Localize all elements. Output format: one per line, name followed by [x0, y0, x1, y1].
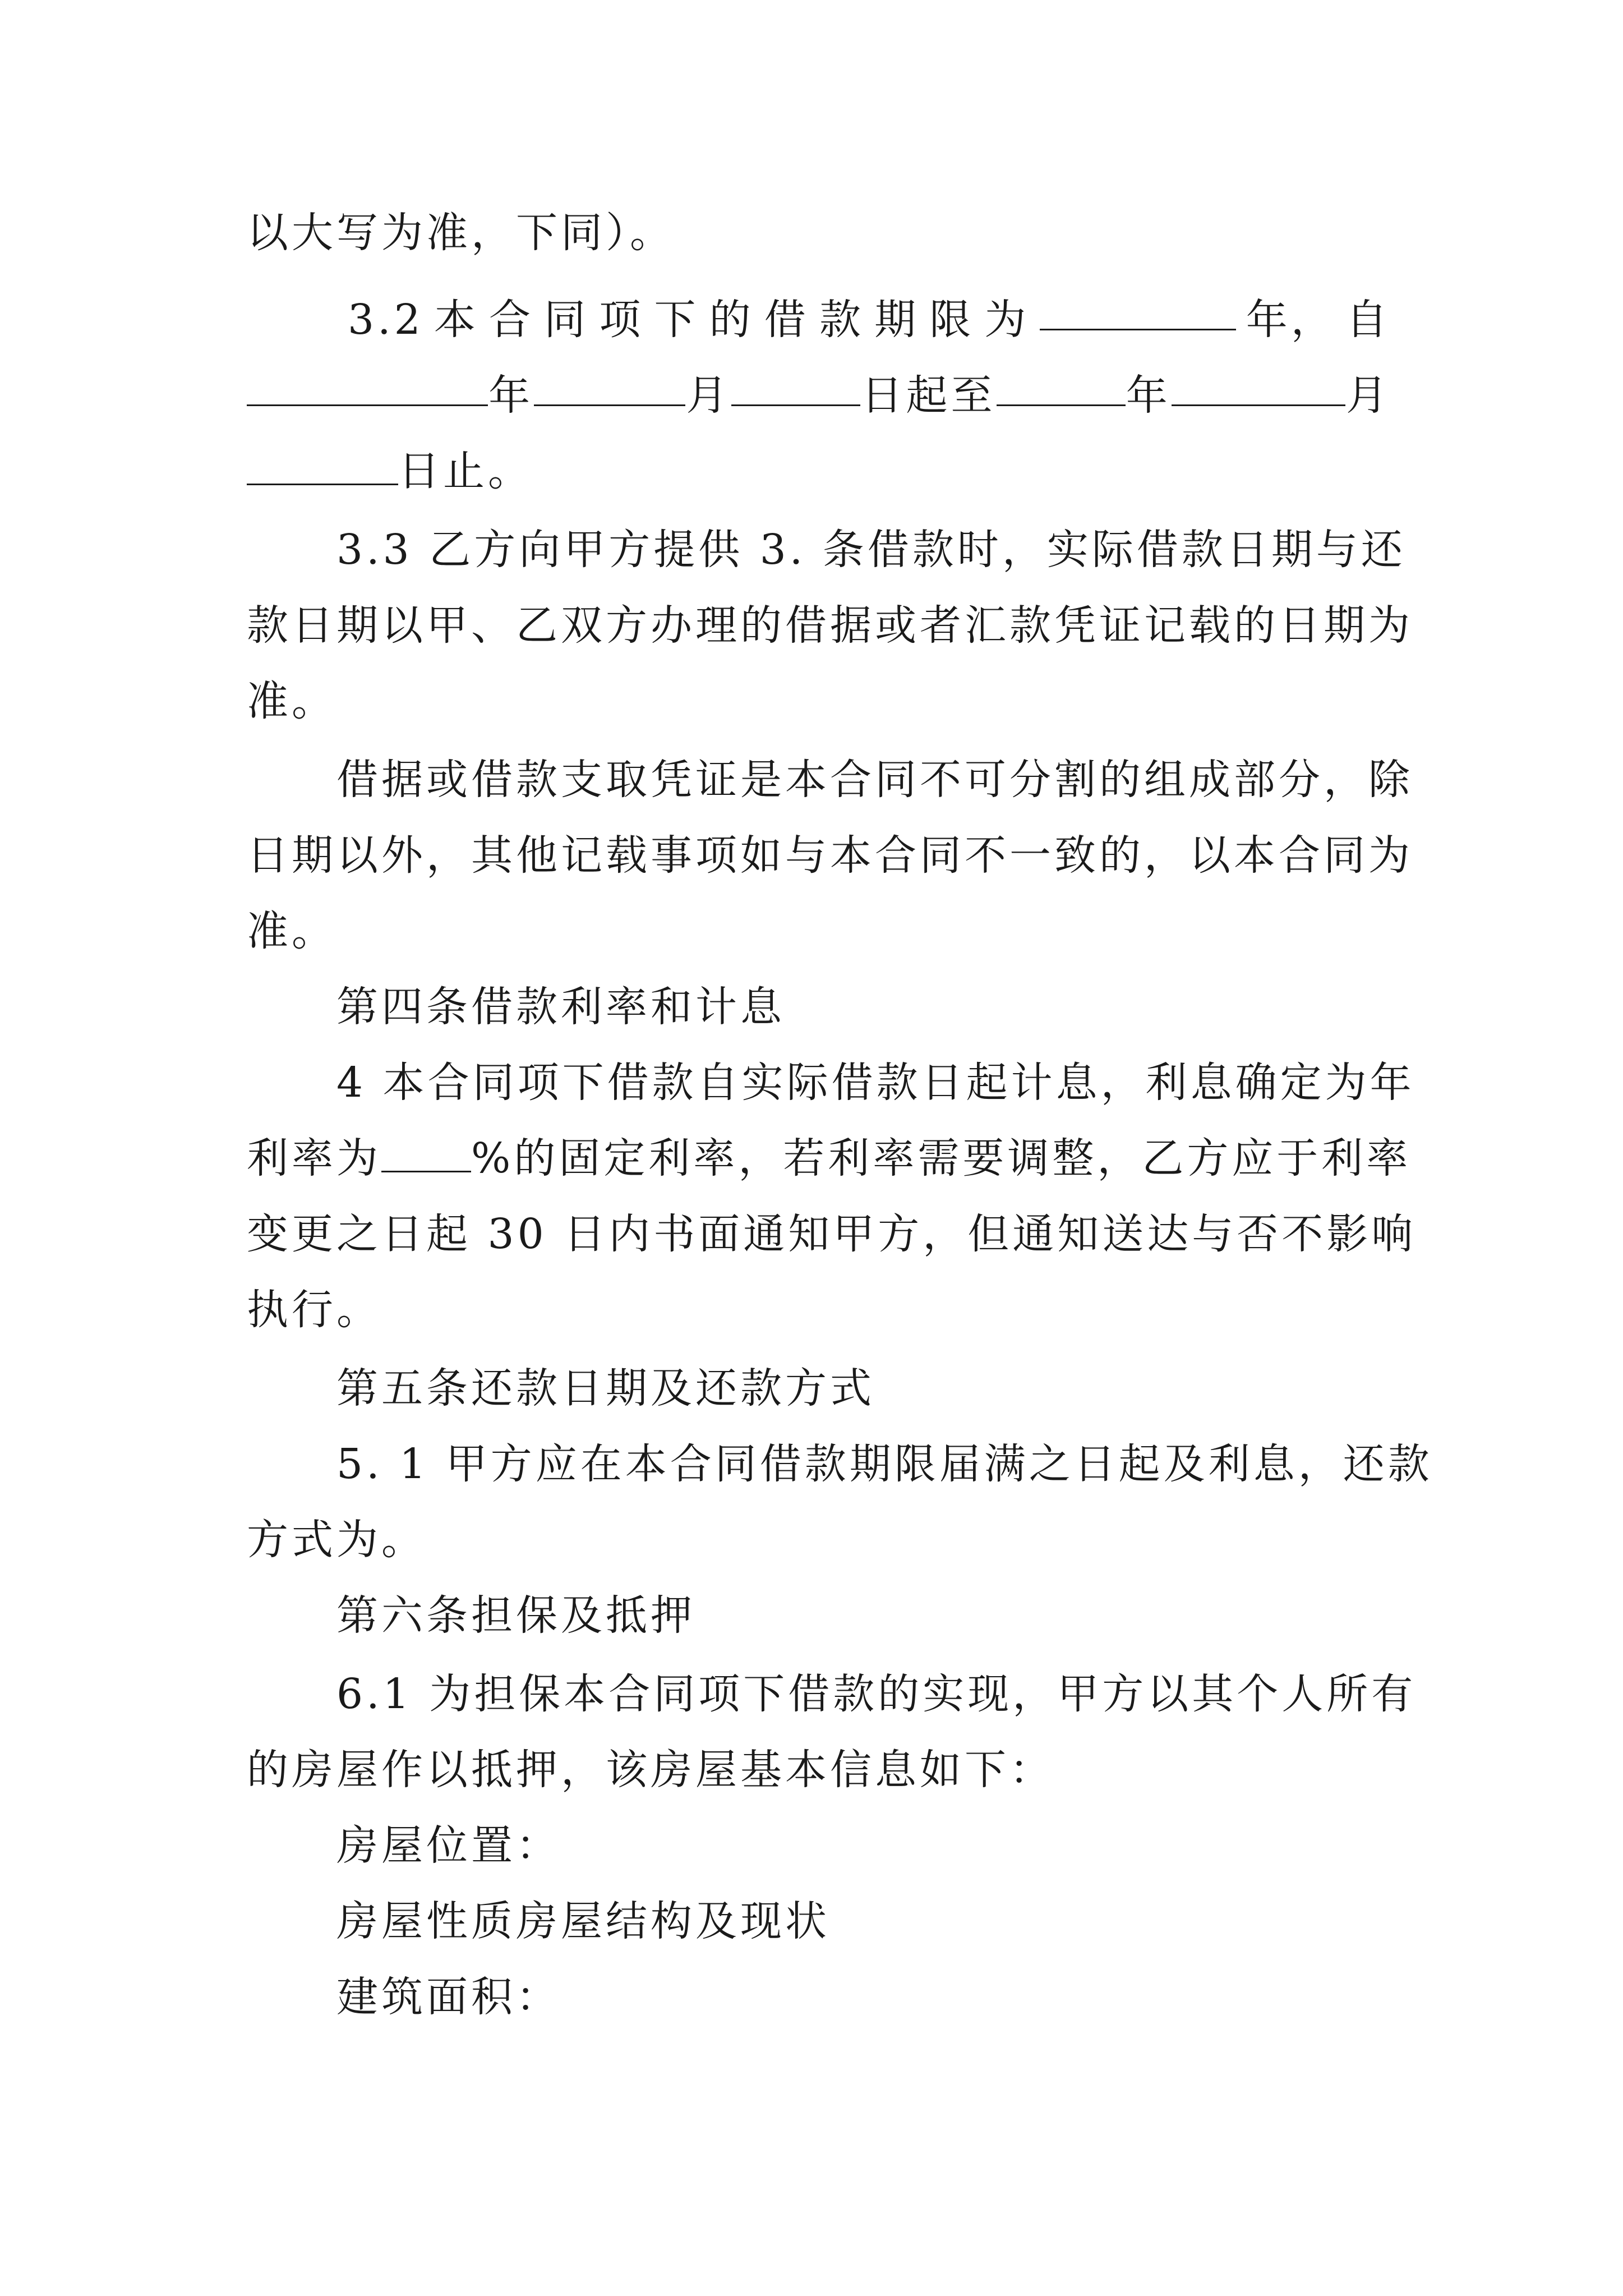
- fill-blank-end-month: [1172, 367, 1345, 406]
- text-line: 方式为。: [247, 1516, 426, 1564]
- text-line: 6.1 为担保本合同项下借款的实现，甲方以其个人所有: [336, 1670, 1417, 1718]
- text-token: 自: [1345, 296, 1391, 344]
- text-token: 下: [654, 296, 699, 344]
- fill-blank-start-day: [731, 367, 860, 406]
- interest-rate-line: [247, 1130, 1412, 1186]
- text-token: 借: [764, 296, 809, 344]
- text-token: 月: [686, 371, 731, 420]
- text-token: 月: [1345, 371, 1391, 420]
- text-line: 3.3 乙方向甲方提供 3. 条借款时，实际借款日期与还: [336, 526, 1406, 574]
- text-token: %的固定利率，若利率需要调整，乙方应于利率: [471, 1134, 1412, 1182]
- text-token: 合: [489, 296, 534, 344]
- text-line: 建筑面积：: [336, 1973, 561, 2021]
- text-line: 准。: [247, 907, 336, 955]
- text-token: 本: [434, 296, 479, 344]
- section-heading: 第六条担保及抵押: [336, 1591, 695, 1640]
- text-token: 年，: [1246, 296, 1336, 344]
- text-token: 为: [984, 296, 1030, 344]
- fill-blank-rate: [381, 1134, 471, 1172]
- text-token: 年: [488, 371, 534, 420]
- text-line: 款日期以甲、乙双方办理的借据或者汇款凭证记载的日期为: [247, 601, 1413, 650]
- text-line: 4 本合同项下借款自实际借款日起计息，利息确定为年: [336, 1059, 1415, 1107]
- text-line: 以大写为准，下同）。: [247, 209, 675, 257]
- end-date-line: [247, 443, 1391, 499]
- text-line: 准。: [247, 677, 336, 725]
- text-line: 房屋性质房屋结构及现状: [336, 1897, 830, 1945]
- text-token: 期: [874, 296, 920, 344]
- text-line: 执行。: [247, 1286, 381, 1334]
- fill-blank-years: [1040, 292, 1236, 330]
- text-token: 年: [1126, 371, 1171, 420]
- text-token: 3.2: [348, 296, 424, 344]
- text-line: 房屋位置：: [336, 1821, 561, 1870]
- fill-blank-start-year: [247, 367, 488, 406]
- text-token: 同: [544, 296, 589, 344]
- text-line: 的房屋作以抵押，该房屋基本信息如下：: [247, 1746, 1054, 1794]
- text-token: 项: [599, 296, 644, 344]
- text-token: 款: [819, 296, 864, 344]
- text-token: 的: [709, 296, 754, 344]
- text-token: 利率为: [247, 1134, 381, 1182]
- text-line: 借据或借款支取凭证是本合同不可分割的组成部分，除: [336, 756, 1413, 804]
- fill-blank-end-year: [997, 367, 1126, 406]
- section-heading: 第四条借款利率和计息: [336, 983, 785, 1031]
- text-token: 日止。: [398, 447, 533, 495]
- section-heading: 第五条还款日期及还款方式: [336, 1364, 875, 1412]
- fill-blank-start-month: [534, 367, 685, 406]
- text-line: 5. 1 甲方应在本合同借款期限届满之日起及利息，还款: [336, 1440, 1433, 1488]
- loan-term-line: [348, 292, 1391, 348]
- text-token: 日起至: [861, 371, 996, 420]
- text-line: 变更之日起 30 日内书面通知甲方，但通知送达与否不影响: [247, 1210, 1417, 1258]
- text-token: 限: [929, 296, 975, 344]
- date-range-line: [247, 367, 1391, 424]
- fill-blank-end-day: [247, 447, 398, 485]
- text-line: 日期以外，其他记载事项如与本合同不一致的，以本合同为: [247, 831, 1413, 880]
